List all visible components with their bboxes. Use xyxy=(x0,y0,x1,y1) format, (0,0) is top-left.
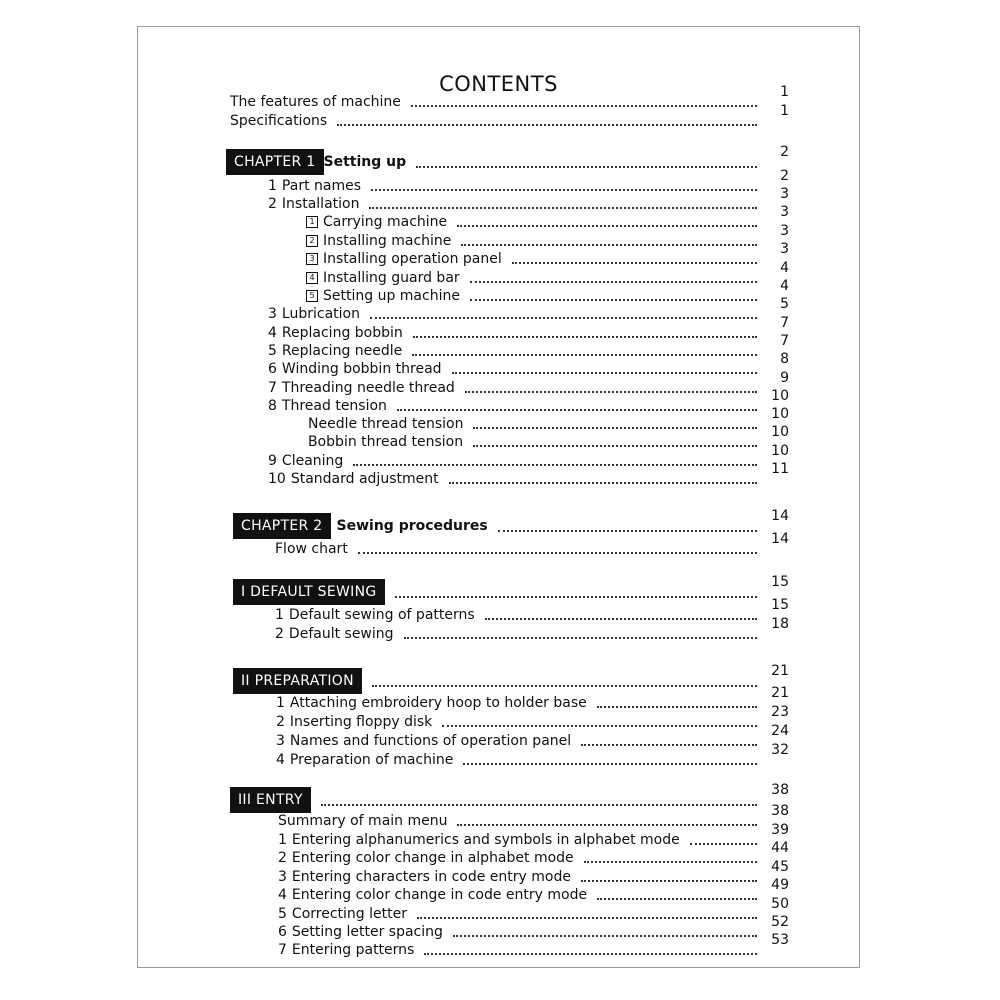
entry-page: 4 xyxy=(780,260,789,276)
entry-page: 11 xyxy=(771,461,789,477)
toc-entry xyxy=(268,370,789,397)
entry-label: Entering alphanumerics and symbols in alphabet mode xyxy=(291,832,680,848)
page-title: CONTENTS xyxy=(439,72,558,96)
entry-page: 1 xyxy=(780,84,789,100)
leader-dots xyxy=(395,586,758,598)
entry-label: Installing operation panel xyxy=(323,251,502,267)
leader-dots xyxy=(453,925,757,937)
toc-entry xyxy=(306,223,789,250)
entry-number: 4 xyxy=(268,325,277,341)
boxed-number: 4 xyxy=(306,272,318,284)
section-page: 38 xyxy=(771,782,789,798)
section-page: 15 xyxy=(771,574,789,590)
entry-number: 3 xyxy=(276,733,285,749)
entry-label: Thread tension xyxy=(281,398,387,414)
chapter-tag: CHAPTER 1 xyxy=(226,149,324,175)
entry-page: 4 xyxy=(780,278,789,294)
leader-dots xyxy=(404,627,757,639)
entry-number: 3 xyxy=(268,306,277,322)
entry-page: 7 xyxy=(780,333,789,349)
entry-number: 5 xyxy=(278,906,287,922)
toc-entry xyxy=(306,260,789,287)
entry-page: 14 xyxy=(771,531,789,547)
entry-label: Standard adjustment xyxy=(290,471,439,487)
entry-page: 7 xyxy=(780,315,789,331)
leader-dots xyxy=(690,833,757,845)
entry-label: Summary of main menu xyxy=(278,813,448,829)
entry-label: Entering color change in code entry mode xyxy=(291,887,588,903)
entry-number: 2 xyxy=(268,196,277,212)
leader-dots xyxy=(353,454,757,466)
entry-label: Installing machine xyxy=(323,233,452,249)
entry-label: Bobbin thread tension xyxy=(308,434,464,450)
entry-number: 4 xyxy=(276,752,285,768)
boxed-number: 1 xyxy=(306,216,318,228)
entry-page: 2 xyxy=(780,168,789,184)
entry-label: Correcting letter xyxy=(291,906,407,922)
toc-entry xyxy=(230,103,789,130)
entry-page: 52 xyxy=(771,914,789,930)
toc-entry xyxy=(275,616,789,643)
leader-dots xyxy=(470,289,757,301)
toc-entry xyxy=(308,406,789,433)
leader-dots xyxy=(473,417,757,429)
entry-label: Needle thread tension xyxy=(308,416,464,432)
leader-dots xyxy=(498,520,757,532)
entry-number: 8 xyxy=(268,398,277,414)
entry-page: 32 xyxy=(771,742,789,758)
chapter-page: 14 xyxy=(771,508,789,524)
entry-label: Setting up machine xyxy=(323,288,460,304)
toc-entry xyxy=(275,597,789,624)
entry-page: 8 xyxy=(780,351,789,367)
entry-number: 2 xyxy=(275,626,284,642)
entry-label: Setting letter spacing xyxy=(291,924,443,940)
entry-label: Entering patterns xyxy=(291,942,415,958)
entry-page: 18 xyxy=(771,616,789,632)
leader-dots xyxy=(449,472,757,484)
leader-dots xyxy=(597,888,757,900)
entry-number: 5 xyxy=(268,343,277,359)
leader-dots xyxy=(512,252,757,264)
entry-label: Names and functions of operation panel xyxy=(289,733,572,749)
entry-label: Preparation of machine xyxy=(289,752,454,768)
entry-page: 10 xyxy=(771,406,789,422)
leader-dots xyxy=(371,179,757,191)
chapter-2-header xyxy=(233,508,789,539)
entry-label: Installation xyxy=(281,196,360,212)
leader-dots xyxy=(321,794,757,806)
entry-page: 3 xyxy=(780,186,789,202)
toc-entry xyxy=(268,443,789,470)
section-default-sewing-header xyxy=(233,574,789,605)
entry-label: Entering color change in alphabet mode xyxy=(291,850,574,866)
entry-page: 38 xyxy=(771,803,789,819)
entry-page: 3 xyxy=(780,223,789,239)
entry-number: 10 xyxy=(268,471,286,487)
toc-entry xyxy=(268,315,789,342)
toc-entry xyxy=(275,531,789,558)
leader-dots xyxy=(369,197,757,209)
entry-number: 1 xyxy=(278,832,287,848)
entry-label: Flow chart xyxy=(275,541,348,557)
entry-label: Replacing needle xyxy=(281,343,403,359)
boxed-number: 3 xyxy=(306,253,318,265)
toc-entry xyxy=(268,168,789,195)
section-tag: I DEFAULT SEWING xyxy=(233,579,385,605)
chapter-heading: Setting up xyxy=(323,154,407,170)
leader-dots xyxy=(457,215,757,227)
entry-number: 3 xyxy=(278,869,287,885)
toc-entry xyxy=(278,859,789,886)
entry-number: 7 xyxy=(268,380,277,396)
chapter-page: 2 xyxy=(780,144,789,160)
leader-dots xyxy=(412,344,757,356)
entry-number: 6 xyxy=(268,361,277,377)
leader-dots xyxy=(372,675,757,687)
leader-dots xyxy=(397,399,757,411)
entry-page: 10 xyxy=(771,443,789,459)
entry-number: 2 xyxy=(278,850,287,866)
toc-entry xyxy=(278,896,789,923)
manual-page xyxy=(137,26,860,968)
entry-number: 1 xyxy=(276,695,285,711)
entry-label: Specifications xyxy=(230,113,328,129)
boxed-number: 2 xyxy=(306,235,318,247)
toc-entry xyxy=(276,704,789,731)
leader-dots xyxy=(417,907,757,919)
toc-entry xyxy=(276,742,789,769)
leader-dots xyxy=(358,542,757,554)
section-tag: II PREPARATION xyxy=(233,668,362,694)
toc-entry xyxy=(306,204,789,231)
entry-number: 1 xyxy=(275,607,284,623)
entry-page: 10 xyxy=(771,388,789,404)
entry-label: Entering characters in code entry mode xyxy=(291,869,571,885)
entry-label: The features of machine xyxy=(230,94,401,110)
entry-label: Cleaning xyxy=(281,453,344,469)
leader-dots xyxy=(581,734,757,746)
section-entry-header xyxy=(230,782,789,813)
toc-entry xyxy=(276,685,789,712)
boxed-number: 5 xyxy=(306,290,318,302)
entry-page: 53 xyxy=(771,932,789,948)
leader-dots xyxy=(485,608,757,620)
entry-page: 5 xyxy=(780,296,789,312)
leader-dots xyxy=(370,307,757,319)
entry-label: Attaching embroidery hoop to holder base xyxy=(289,695,587,711)
leader-dots xyxy=(411,95,757,107)
section-tag: III ENTRY xyxy=(230,787,311,813)
entry-page: 49 xyxy=(771,877,789,893)
entry-page: 9 xyxy=(780,370,789,386)
toc-entry xyxy=(278,822,789,849)
entry-number: 9 xyxy=(268,453,277,469)
entry-number: 2 xyxy=(276,714,285,730)
entry-page: 15 xyxy=(771,597,789,613)
entry-label: Threading needle thread xyxy=(281,380,455,396)
entry-page: 3 xyxy=(780,204,789,220)
entry-page: 50 xyxy=(771,896,789,912)
entry-label: Replacing bobbin xyxy=(281,325,403,341)
entry-label: Part names xyxy=(281,178,362,194)
leader-dots xyxy=(465,381,757,393)
leader-dots xyxy=(470,271,757,283)
entry-label: Winding bobbin thread xyxy=(281,361,442,377)
entry-number: 6 xyxy=(278,924,287,940)
leader-dots xyxy=(413,326,757,338)
entry-page: 44 xyxy=(771,840,789,856)
leader-dots xyxy=(461,234,757,246)
entry-page: 23 xyxy=(771,704,789,720)
chapter-tag: CHAPTER 2 xyxy=(233,513,331,539)
entry-page: 1 xyxy=(780,103,789,119)
leader-dots xyxy=(424,943,757,955)
entry-label: Carrying machine xyxy=(323,214,448,230)
section-page: 21 xyxy=(771,663,789,679)
entry-label: Default sewing xyxy=(288,626,394,642)
entry-page: 45 xyxy=(771,859,789,875)
leader-dots xyxy=(463,753,757,765)
entry-number: 1 xyxy=(268,178,277,194)
entry-page: 24 xyxy=(771,723,789,739)
section-preparation-header xyxy=(233,663,789,694)
entry-label: Lubrication xyxy=(281,306,360,322)
leader-dots xyxy=(597,696,757,708)
entry-number: 7 xyxy=(278,942,287,958)
entry-page: 10 xyxy=(771,424,789,440)
chapter-heading: Sewing procedures xyxy=(336,518,488,534)
leader-dots xyxy=(452,362,757,374)
entry-label: Inserting floppy disk xyxy=(289,714,433,730)
chapter-1-header xyxy=(226,144,789,175)
leader-dots xyxy=(442,715,757,727)
toc-entry xyxy=(278,803,789,830)
entry-label: Default sewing of patterns xyxy=(288,607,475,623)
entry-page: 3 xyxy=(780,241,789,257)
leader-dots xyxy=(457,814,757,826)
leader-dots xyxy=(584,851,757,863)
toc-entry xyxy=(276,723,789,750)
entry-page: 39 xyxy=(771,822,789,838)
leader-dots xyxy=(416,156,757,168)
entry-label: Installing guard bar xyxy=(323,270,460,286)
leader-dots xyxy=(337,114,757,126)
entry-number: 4 xyxy=(278,887,287,903)
leader-dots xyxy=(581,870,757,882)
entry-page: 21 xyxy=(771,685,789,701)
leader-dots xyxy=(473,435,757,447)
